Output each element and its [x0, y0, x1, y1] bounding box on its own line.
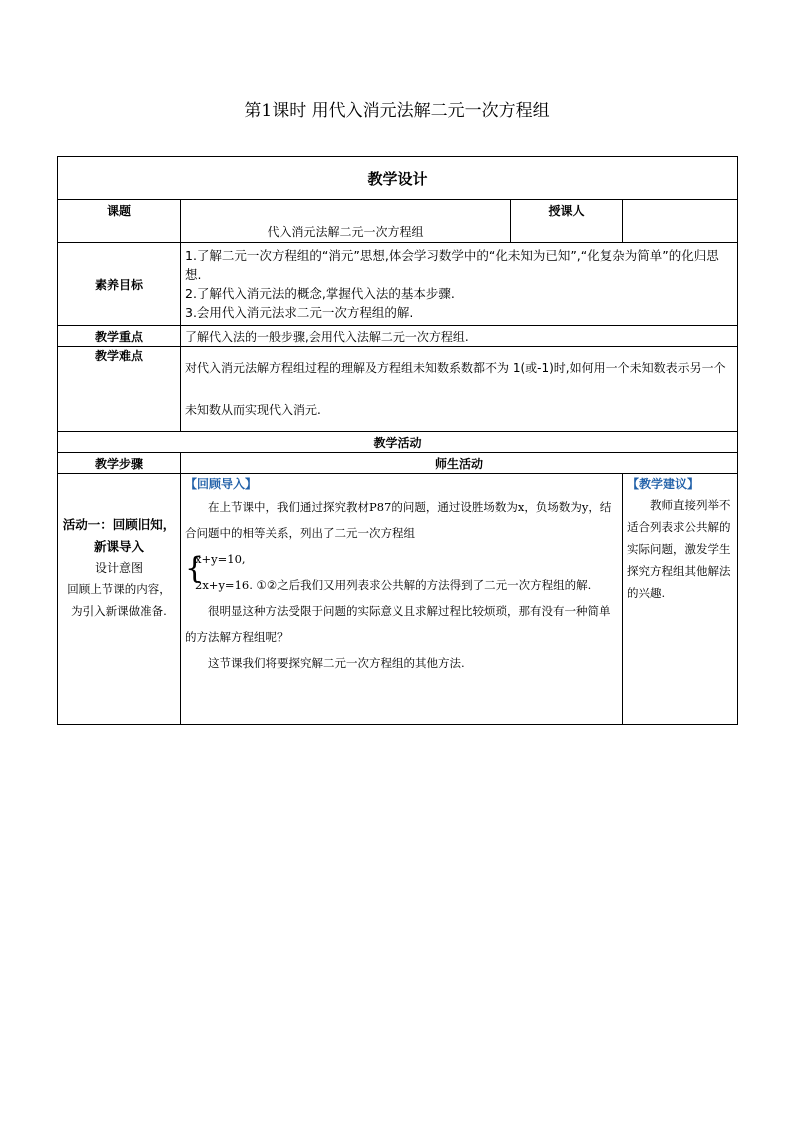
- topic-value: 代入消元法解二元一次方程组: [181, 200, 511, 243]
- key-label: 教学重点: [58, 326, 181, 347]
- activity1-title: 活动一：回顾旧知，新课导入: [62, 517, 176, 554]
- objectives-label: 素养目标: [58, 243, 181, 326]
- lesson-plan-table: [57, 156, 738, 725]
- equation-system: [185, 546, 618, 598]
- teacher-label: 授课人: [511, 200, 623, 243]
- activity1-content: [181, 474, 623, 725]
- table-header: 教学设计: [58, 157, 738, 200]
- key-value: 了解代入法的一般步骤,会用代入法解二元一次方程组.: [181, 326, 738, 347]
- brace-icon: {: [185, 551, 205, 586]
- objectives-cell: [181, 243, 738, 326]
- intent-label: 设计意图: [94, 561, 143, 575]
- topic-label: 课题: [58, 200, 181, 243]
- objective-item: 3.会用代入消元法求二元一次方程组的解.: [185, 305, 414, 320]
- activity1-para3: 很明显这种方法受限于问题的实际意义且求解过程比较烦琐，那有没有一种简单的方法解方程组呢？: [185, 604, 611, 644]
- activities-header: 教学活动: [58, 432, 738, 453]
- review-tag: 【回顾导入】: [185, 477, 258, 491]
- steps-label: 教学步骤: [58, 453, 181, 474]
- intent-text: 回顾上节课的内容，为引入新课做准备.: [67, 582, 171, 618]
- equation-1: x+y=10,: [195, 552, 246, 566]
- teacher-student-label: 师生活动: [181, 453, 738, 474]
- activity1-para4: 这节课我们将要探究解二元一次方程组的其他方法.: [208, 656, 465, 670]
- activity1-para2-tail: ①②之后我们又用列表求公共解的方法得到了二元一次方程组的解.: [252, 578, 592, 592]
- objective-item: 1.了解二元一次方程组的“消元”思想,体会学习数学中的“化未知为已知”,“化复杂为简单”的化归思想.: [185, 248, 719, 282]
- teacher-value: [623, 200, 738, 243]
- difficulty-value: 对代入消元法解方程组过程的理解及方程组未知数系数都不为 1(或-1)时,如何用一个未知数表示另一个未知数从而实现代入消元.: [181, 347, 738, 432]
- suggest-tag: 【教学建议】: [627, 477, 700, 491]
- page-title: 第1课时 用代入消元法解二元一次方程组: [244, 101, 550, 121]
- objective-item: 2.了解代入消元法的概念,掌握代入法的基本步骤.: [185, 286, 455, 301]
- difficulty-label: 教学难点: [58, 347, 181, 432]
- activity1-suggestion: [623, 474, 738, 725]
- equation-2: 2x+y=16.: [195, 578, 253, 592]
- activity1-para1: 在上节课中，我们通过探究教材P87的问题，通过设胜场数为x，负场数为y，结合问题中的相等关系，列出了二元一次方程组: [185, 500, 612, 540]
- suggest-text: 教师直接列举不适合列表求公共解的实际问题，激发学生探究方程组其他解法的兴趣.: [627, 498, 731, 600]
- activity1-left: [58, 474, 181, 725]
